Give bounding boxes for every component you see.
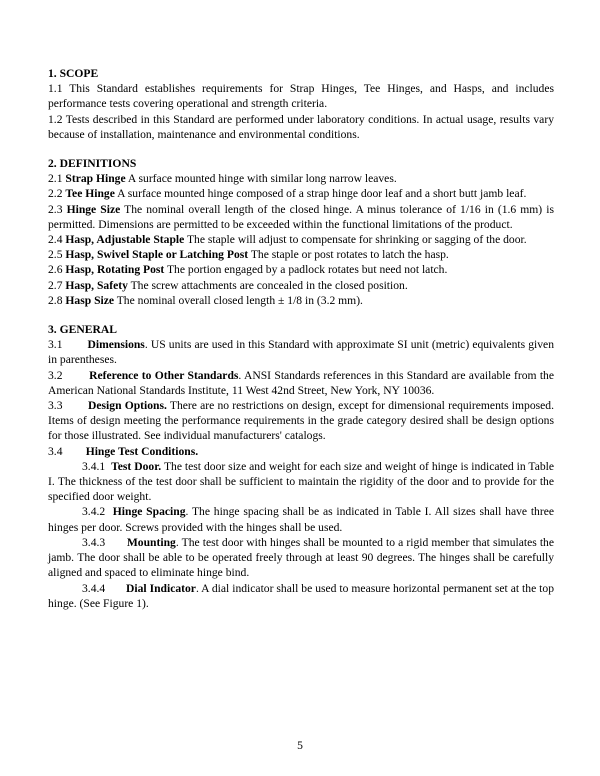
paragraph-3-4-3 bbox=[48, 535, 554, 581]
paragraph-number: 3.4.3 bbox=[82, 535, 127, 549]
paragraph-term: Mounting bbox=[126, 535, 176, 549]
paragraph-number: 3.4.1 bbox=[82, 459, 112, 473]
paragraph-term: Hinge Spacing bbox=[112, 505, 186, 519]
paragraph-number: 3.1 bbox=[48, 338, 88, 352]
paragraph-3-1 bbox=[48, 337, 554, 367]
paragraph-3-4-2 bbox=[48, 504, 554, 534]
definition-text: The nominal overall length of the closed hinge. A minus tolerance of 1/16 in (1.6 mm) is permitted. Dimensions are permitted to be exceeded within the functional limitations of the product. bbox=[48, 202, 554, 231]
paragraph-text: . The hinge spacing shall be as indicated in Table I. All sizes shall have three hinges per door. Screws provided with the hinges shall be used. bbox=[48, 505, 554, 534]
definition-term: Hasp, Swivel Staple or Latching Post bbox=[65, 248, 249, 262]
paragraph-number: 3.4.2 bbox=[82, 505, 113, 519]
paragraph-text: There are no restrictions on design, except for dimensional requirements imposed. Items of design meeting the performance requirements in the grade category desired shall be design options for those illustrated. See individual manufacturers' catalogs. bbox=[48, 399, 554, 443]
paragraph-text: . The test door with hinges shall be mounted to a rigid member that simulates the jamb. The door shall be able to be operated freely through at least 90 degrees. The hinges shall be carefully aligned and spaced to eliminate hinge bind. bbox=[48, 535, 554, 580]
definition-term: Hinge Size bbox=[66, 202, 121, 216]
paragraph-text: The test door size and weight for each size and weight of hinge is indicated in Table I. The thickness of the test door shall be sufficient to maintain the rigidity of the door and to provide for the specified door weight. bbox=[48, 459, 555, 504]
definition-2-5 bbox=[48, 247, 554, 262]
paragraph-text: . US units are used in this Standard with approximate SI unit (metric) equivalents given in parentheses. bbox=[48, 338, 554, 367]
definition-2-7 bbox=[48, 278, 554, 293]
definition-text: The staple will adjust to compensate for shrinking or sagging of the door. bbox=[184, 233, 527, 247]
paragraph-1-1: 1.1 This Standard establishes requirements for Strap Hinges, Tee Hinges, and Hasps, and includes performance tests covering operational and strength criteria. bbox=[48, 82, 554, 111]
paragraph-number: 3.4.4 bbox=[82, 581, 126, 595]
paragraph-term: Design Options. bbox=[88, 399, 167, 413]
paragraph-term: Dimensions bbox=[87, 338, 145, 352]
paragraph-number: 3.2 bbox=[48, 368, 90, 382]
section-title-scope: 1. SCOPE bbox=[48, 67, 99, 80]
definition-2-8 bbox=[48, 293, 554, 308]
definition-text: A surface mounted hinge with similar long narrow leaves. bbox=[125, 172, 397, 186]
paragraph-3-4-1 bbox=[48, 459, 554, 505]
definition-term: Hasp, Adjustable Staple bbox=[65, 233, 185, 247]
paragraph-3-4 bbox=[48, 444, 554, 459]
definition-number: 2.6 bbox=[48, 263, 66, 277]
paragraph-term: Hinge Test Conditions. bbox=[85, 444, 199, 458]
paragraph-term: Test Door. bbox=[111, 459, 162, 473]
paragraph-number: 3.3 bbox=[48, 399, 89, 413]
definition-term: Tee Hinge bbox=[65, 187, 115, 201]
definition-number: 2.3 bbox=[48, 202, 67, 216]
definition-number: 2.5 bbox=[48, 248, 66, 262]
definition-text: A surface mounted hinge composed of a strap hinge door leaf and a short butt jamb leaf. bbox=[114, 187, 527, 201]
definition-term: Hasp, Rotating Post bbox=[65, 263, 165, 277]
definition-2-4 bbox=[48, 232, 554, 247]
definition-2-1 bbox=[48, 171, 554, 186]
paragraph-text: . ANSI Standards references in this Standard are available from the American National Standards Institute, 11 West 42nd Street, New York, NY 10036. bbox=[48, 368, 554, 397]
definition-number: 2.1 bbox=[48, 172, 66, 186]
definition-2-3 bbox=[48, 202, 554, 232]
definition-term: Hasp Size bbox=[65, 293, 115, 307]
paragraph-1-2: 1.2 Tests described in this Standard are performed under laboratory conditions. In actual usage, results vary because of installation, maintenance and environmental conditions. bbox=[48, 112, 554, 141]
section-scope bbox=[48, 66, 554, 142]
definition-number: 2.8 bbox=[48, 293, 66, 307]
definition-term: Strap Hinge bbox=[65, 172, 126, 186]
paragraph-term: Reference to Other Standards bbox=[89, 368, 239, 382]
paragraph-3-2 bbox=[48, 368, 554, 398]
definition-text: The portion engaged by a padlock rotates but need not latch. bbox=[164, 263, 448, 277]
paragraph-text: . A dial indicator shall be used to measure horizontal permanent set at the top hinge. (See Figure 1). bbox=[48, 581, 554, 610]
definition-term: Hasp, Safety bbox=[65, 278, 128, 292]
definition-2-6 bbox=[48, 262, 554, 277]
paragraph-3-4-4 bbox=[48, 581, 554, 611]
section-definitions bbox=[48, 156, 554, 308]
definition-number: 2.4 bbox=[48, 233, 66, 247]
definition-number: 2.7 bbox=[48, 278, 66, 292]
paragraph-3-3 bbox=[48, 398, 554, 444]
section-title-general: 3. GENERAL bbox=[48, 323, 117, 337]
paragraph-term: Dial Indicator bbox=[125, 581, 196, 595]
definition-text: The screw attachments are concealed in the closed position. bbox=[127, 278, 408, 292]
paragraph-number: 3.4 bbox=[48, 444, 86, 458]
definition-2-2 bbox=[48, 186, 554, 201]
page-number: 5 bbox=[297, 739, 303, 752]
section-title-definitions: 2. DEFINITIONS bbox=[48, 157, 137, 171]
section-general bbox=[48, 322, 554, 611]
definition-text: The staple or post rotates to latch the hasp. bbox=[248, 248, 449, 262]
definition-text: The nominal overall closed length ± 1/8 in (3.2 mm). bbox=[114, 293, 363, 307]
definition-number: 2.2 bbox=[48, 187, 66, 201]
